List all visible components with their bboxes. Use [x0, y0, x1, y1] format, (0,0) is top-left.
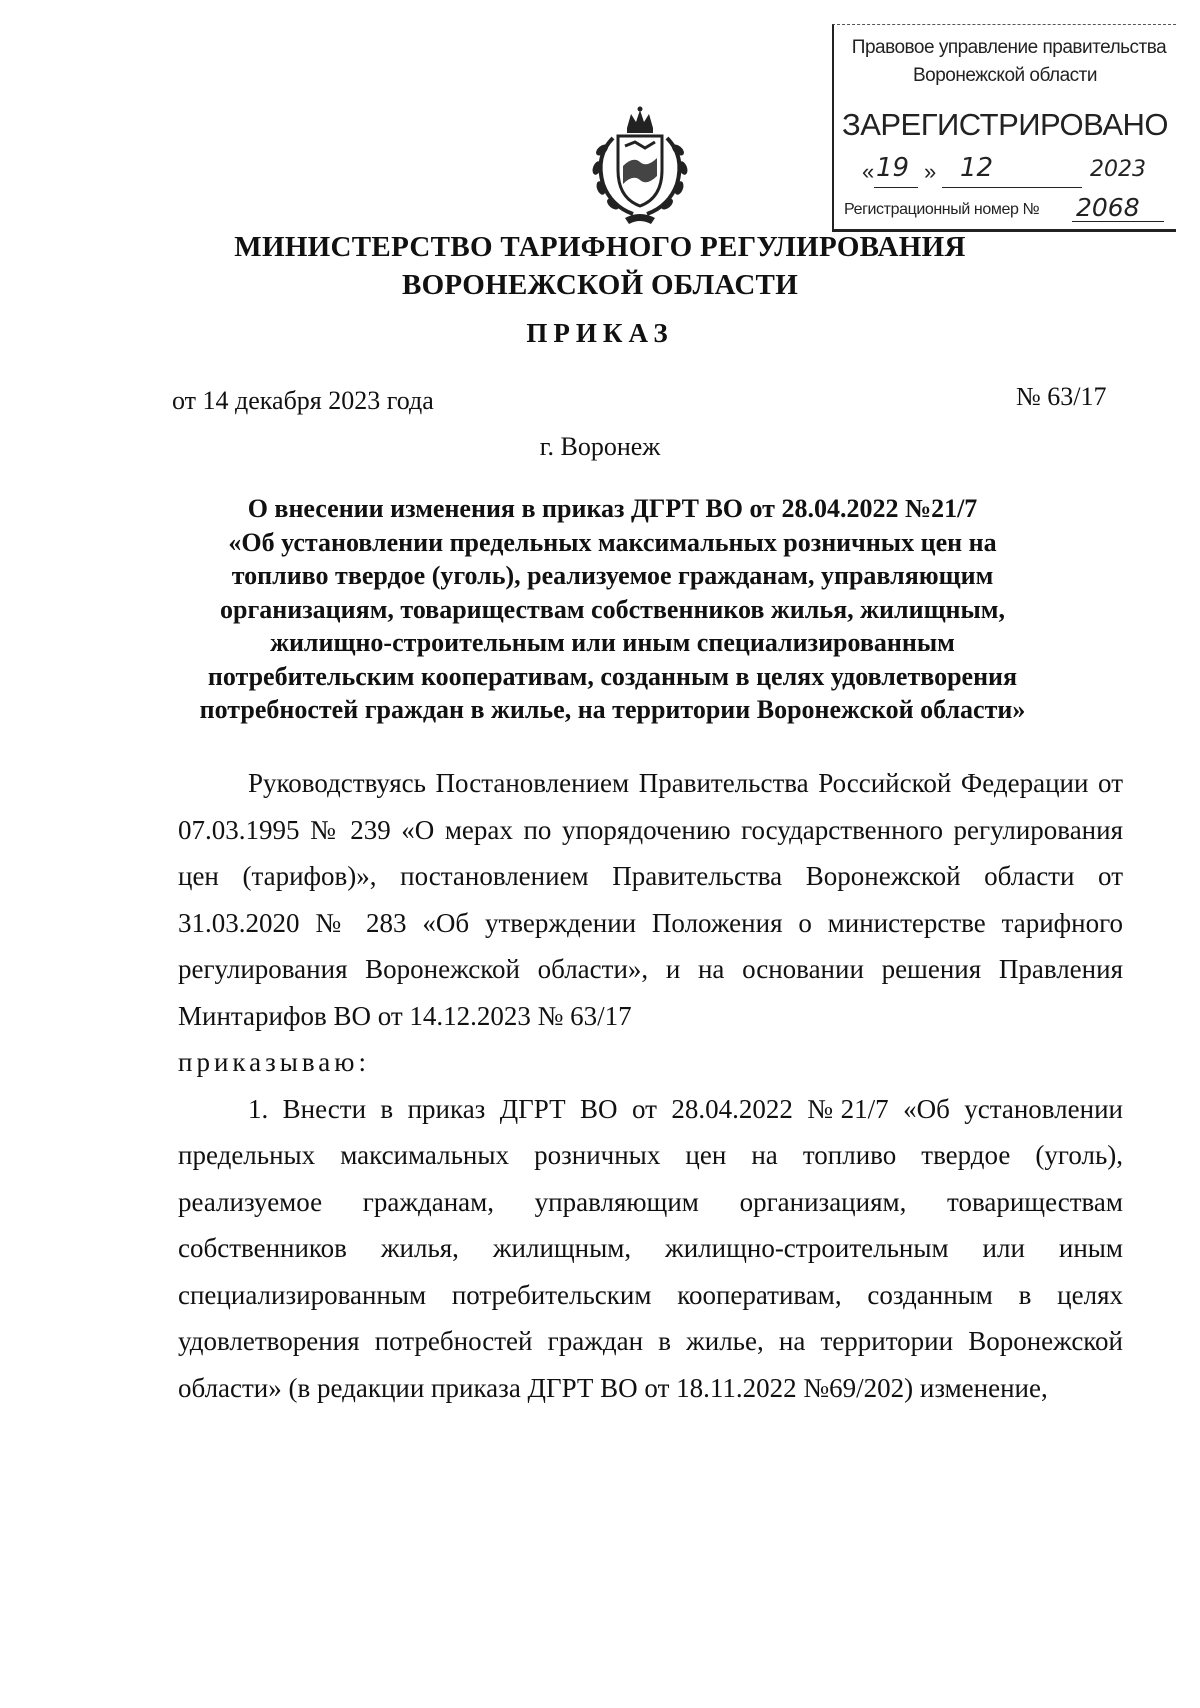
stamp-date-day: 19	[876, 153, 910, 183]
stamp-date-close-quote: »	[924, 159, 937, 184]
ministry-title	[0, 228, 1200, 304]
registration-stamp	[832, 24, 1176, 232]
subject-line: О внесении изменения в приказ ДГРТ ВО от 28.04.2022 №21/7	[247, 494, 978, 523]
stamp-date-month-underline	[942, 187, 1082, 188]
subject-line: организациям, товариществам собственников жилья, жилищным,	[219, 594, 1006, 624]
document-date: от 14 декабря 2023 года	[172, 386, 434, 415]
subject-line: топливо твердое (уголь), реализуемое гражданам, управляющим	[231, 561, 994, 590]
stamp-date-year: 2023	[1090, 157, 1146, 182]
item-1-paragraph: 1. Внести в приказ ДГРТ ВО от 28.04.2022 №21/7 «Об установлении предельных максимальных розничных цен на топливо твердое (уголь), реализуемое гражданам, управляющим организациям, товариществам собственников жилья, жилищным, жилищно-строительным или иным специализированным потребительским кооперативам, созданным в целях удовлетворения потребностей граждан в жилье, на территории Воронежской области» (в редакции приказа ДГРТ ВО от 18.11.2022 №69/202) изменение,	[178, 1093, 1123, 1403]
stamp-date-month: 12	[960, 153, 994, 183]
coat-of-arms-icon	[585, 106, 695, 228]
stamp-date-day-underline	[874, 187, 918, 188]
document-body	[178, 760, 1123, 1411]
document-number: № 63/17	[1016, 382, 1107, 411]
subject-line: потребительским кооперативам, созданным в целях удовлетворения	[207, 661, 1018, 691]
order-word: приказываю:	[178, 1047, 370, 1077]
document-city: г. Воронеж	[539, 432, 661, 461]
stamp-date	[862, 153, 1162, 193]
stamp-org-line2: Воронежской области	[913, 65, 1097, 86]
stamp-reg-number-underline	[1072, 221, 1164, 222]
subject-line: «Об установлении предельных максимальных розничных цен на	[228, 527, 997, 557]
preamble-paragraph: Руководствуясь Постановлением Правительства Российской Федерации от 07.03.1995 № 239 «О мерах по упорядочению государственного регулирования цен (тарифов)», постановлением Правительства Воронежской области от 31.03.2020 № 283 «Об утверждении Положения о министерстве тарифного регулирования Воронежской области», и на основании решения Правления Минтарифов ВО от 14.12.2023 № 63/17	[178, 768, 1123, 1031]
stamp-org-line1: Правовое управление правительства	[851, 37, 1167, 58]
document-subject	[190, 492, 1035, 727]
subject-line: потребностей граждан в жилье, на территории Воронежской области»	[199, 695, 1026, 724]
ministry-line2: ВОРОНЕЖСКОЙ ОБЛАСТИ	[401, 269, 799, 301]
subject-line: жилищно-строительным или иным специализированным	[270, 628, 955, 657]
stamp-reg-number: 2068	[1076, 193, 1140, 222]
ministry-line1: МИНИСТЕРСТВО ТАРИФНОГО РЕГУЛИРОВАНИЯ	[234, 231, 966, 263]
stamp-reg-number-label: Регистрационный номер №	[844, 201, 1040, 218]
document-type: ПРИКАЗ	[526, 318, 674, 348]
stamp-date-open-quote: «	[862, 159, 875, 184]
stamp-status: ЗАРЕГИСТРИРОВАНО	[841, 107, 1168, 142]
